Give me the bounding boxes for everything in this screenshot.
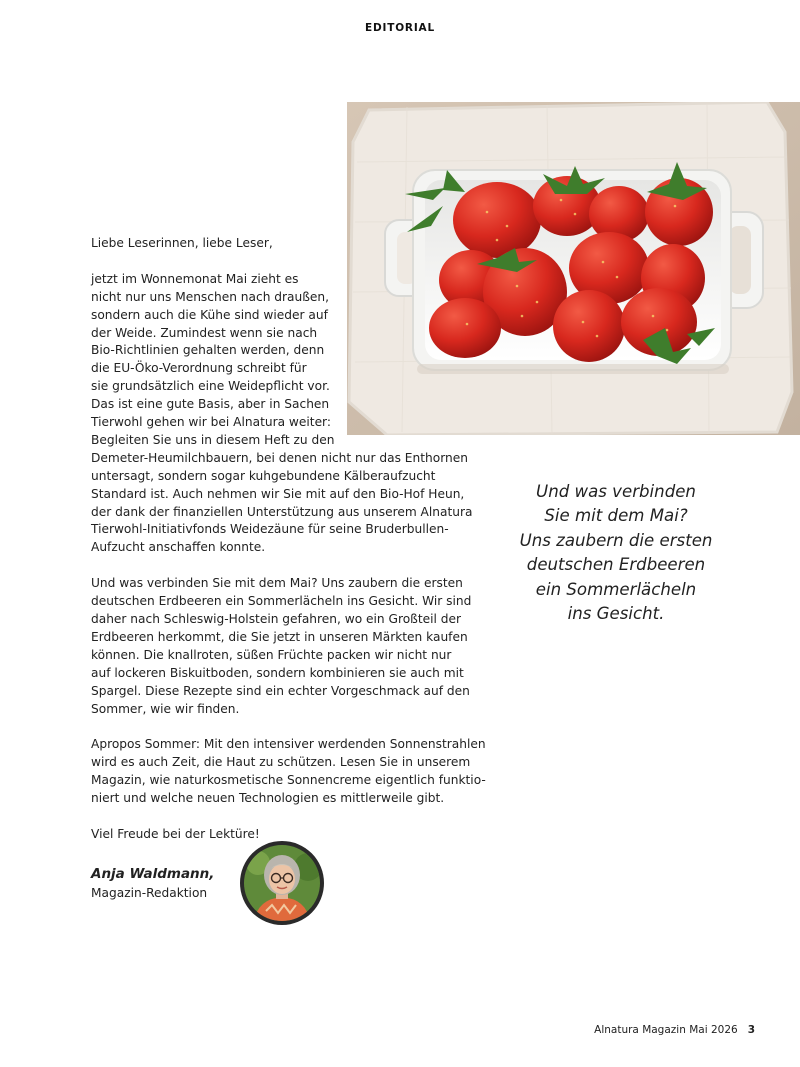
author-avatar: [240, 841, 324, 925]
author-name: Anja Waldmann,: [91, 866, 215, 882]
body-line: Spargel. Diese Rezepte sind ein echter Vorgeschmack auf den: [91, 683, 470, 698]
pull-quote: [500, 480, 732, 626]
intro-paragraph: [91, 271, 483, 558]
body-line: Viel Freude bei der Lektüre!: [91, 826, 260, 841]
body-line: der Weide. Zumindest wenn sie nach: [91, 325, 318, 340]
sunscreen-paragraph: [91, 736, 486, 808]
pull-quote-line: deutschen Erdbeeren: [526, 555, 706, 575]
body-line: niert und welche neuen Technologien es mittlerweile gibt.: [91, 791, 445, 806]
body-line: Bio-Richtlinien gehalten werden, denn: [91, 343, 325, 358]
pull-quote-line: ins Gesicht.: [567, 604, 665, 624]
body-line: Tierwohl-Initiativfonds Weidezäune für seine Bruderbullen-: [91, 522, 449, 537]
pull-quote-line: ein Sommerlächeln: [535, 579, 697, 599]
page-footer: [594, 1024, 755, 1036]
body-line: jetzt im Wonnemonat Mai zieht es: [91, 271, 299, 286]
body-line: daher nach Schleswig-Holstein gefahren, wo ein Großteil der: [91, 612, 462, 626]
body-line: sondern auch die Kühe sind wieder auf: [91, 307, 328, 322]
body-line: Liebe Leserinnen, liebe Leser,: [91, 236, 273, 250]
body-line: Begleiten Sie uns in diesem Heft zu den: [91, 432, 335, 447]
body-line: Aufzucht anschaffen konnte.: [91, 540, 266, 555]
publication-name: Alnatura Magazin Mai 2026: [594, 1024, 738, 1036]
body-line: untersagt, sondern sogar kuhgebundene Kälberaufzucht: [91, 468, 436, 483]
body-line: Das ist eine gute Basis, aber in Sachen: [91, 397, 330, 412]
body-line: Demeter-Heumilchbauern, bei denen nicht nur das Enthornen: [91, 450, 468, 465]
body-line: sie grundsätzlich eine Weidepflicht vor.: [91, 379, 330, 394]
pull-quote-line: Und was verbinden: [536, 482, 696, 501]
body-line: Erdbeeren herkommt, die Sie jetzt in unseren Märkten kaufen: [91, 629, 468, 644]
section-label: EDITORIAL: [365, 22, 435, 34]
editorial-body: [91, 235, 486, 862]
body-line: Apropos Sommer: Mit den intensiver werdenden Sonnenstrahlen: [91, 737, 486, 752]
salutation-paragraph: [91, 235, 483, 253]
body-line: können. Die knallroten, süßen Früchte packen wir nicht nur: [91, 647, 452, 662]
body-line: Standard ist. Auch nehmen wir Sie mit auf den Bio-Hof Heun,: [91, 486, 465, 501]
body-line: der dank der finanziellen Unterstützung aus unserem Alnatura: [91, 504, 473, 519]
body-line: wird es auch Zeit, die Haut zu schützen. Lesen Sie in unserem: [91, 755, 471, 770]
pull-quote-line: Sie mit dem Mai?: [544, 506, 688, 526]
author-role: Magazin-Redaktion: [91, 886, 208, 900]
body-line: Und was verbinden Sie mit dem Mai? Uns zaubern die ersten: [91, 576, 463, 591]
body-line: Tierwohl gehen wir bei Alnatura weiter:: [91, 415, 331, 430]
page-number: 3: [747, 1024, 755, 1036]
body-line: die EU-Öko-Verordnung schreibt für: [91, 361, 307, 376]
body-line: auf lockeren Biskuitboden, sondern kombinieren sie auch mit: [91, 665, 464, 680]
body-line: deutschen Erdbeeren ein Sommerlächeln ins Gesicht. Wir sind: [91, 594, 472, 609]
pull-quote-line: Uns zaubern die ersten: [519, 530, 713, 550]
body-line: nicht nur uns Menschen nach draußen,: [91, 289, 330, 304]
strawberry-paragraph: [91, 575, 483, 718]
body-line: Sommer, wie wir finden.: [91, 701, 240, 716]
body-line: Magazin, wie naturkosmetische Sonnencreme eigentlich funktio-: [91, 773, 486, 788]
